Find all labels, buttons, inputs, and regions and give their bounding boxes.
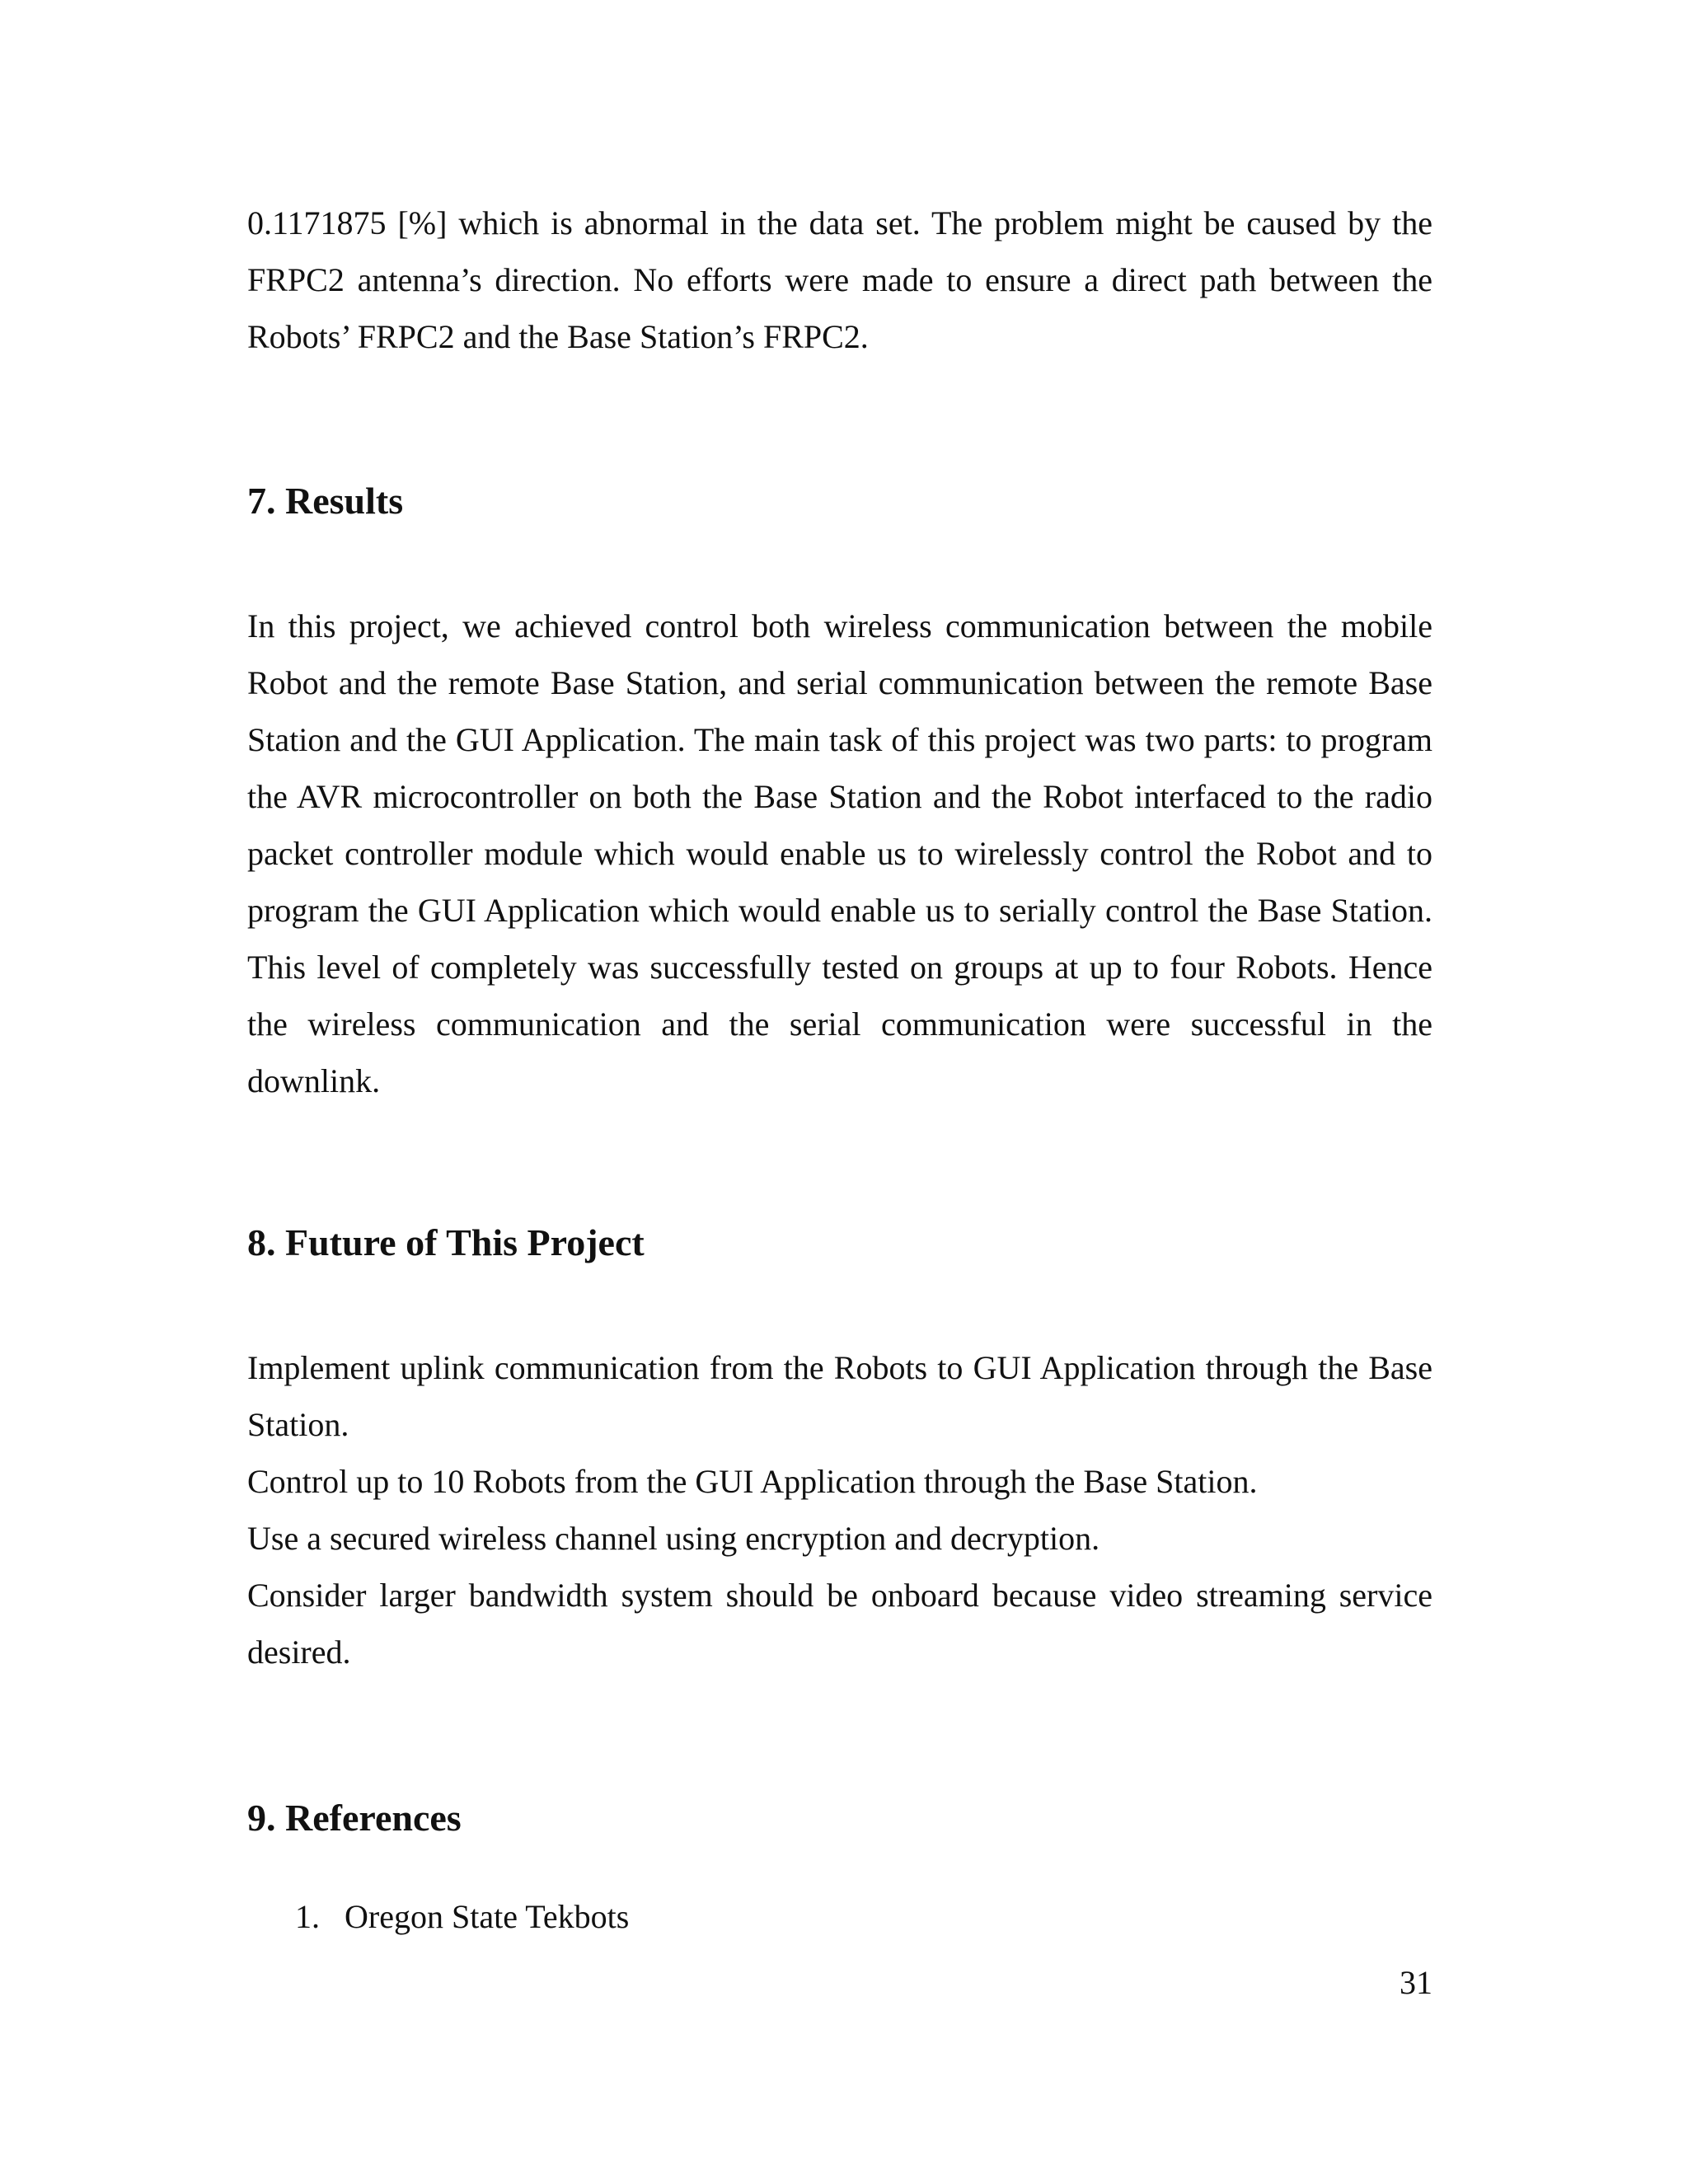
results-paragraph-block xyxy=(247,598,1432,1109)
future-item-2: Control up to 10 Robots from the GUI Application through the Base Station. xyxy=(247,1463,1258,1500)
page-number: 31 xyxy=(1400,1964,1432,2001)
reference-item xyxy=(295,1894,629,1940)
future-item-1: Implement uplink communication from the Robots to GUI Application through the Base Station. xyxy=(247,1349,1432,1443)
references-list xyxy=(295,1894,629,1940)
references-heading: 9. References xyxy=(247,1797,462,1839)
reference-number: 1. xyxy=(295,1898,320,1935)
results-heading: 7. Results xyxy=(247,480,404,522)
future-heading: 8. Future of This Project xyxy=(247,1221,645,1263)
intro-paragraph: 0.1171875 [%] which is abnormal in the data set. The problem might be caused by the FRPC2 antenna’s direction. No efforts were made to ensure a direct path between the Robots’ FRPC2 and the Base Station’s FRPC2. xyxy=(247,204,1432,355)
future-item-4: Consider larger bandwidth system should be onboard because video streaming service desired. xyxy=(247,1577,1432,1671)
reference-text: Oregon State Tekbots xyxy=(345,1898,630,1935)
future-items-block xyxy=(247,1339,1432,1680)
future-item-3: Use a secured wireless channel using encryption and decryption. xyxy=(247,1520,1100,1557)
intro-paragraph-block xyxy=(247,194,1432,365)
results-paragraph: In this project, we achieved control both wireless communication between the mobile Robot and the remote Base Station, and serial communication between the remote Base Station and the GUI Application. The main task of this project was two parts: to program the AVR microcontroller on both the Base Station and the Robot interfaced to the radio packet controller module which would enable us to wirelessly control the Robot and to program the GUI Application which would enable us to serially control the Base Station. This level of completely was successfully tested on groups at up to four Robots. Hence the wireless communication and the serial communication were successful in the downlink. xyxy=(247,607,1432,1099)
